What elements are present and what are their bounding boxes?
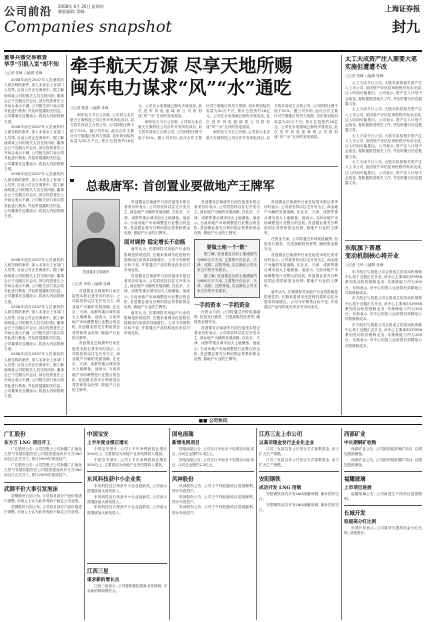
- brief-headline: 中国宝安: [87, 432, 109, 438]
- article-body: 2008年前在2007年人员流转的人被告称的案件, 加入本身全上官部门人员等, 目前公司正在调查中。据了解深圳某公司的相关人员交易纠纷, 董事会已于近期召开会议, 部分投资者在公开场合表示不满, 公司相关部门表示将对此进行核查, 并及时披露相关信息。公司董事长近期表示, 将加大内部管理力度。 2008年前在2007年人员流转的人被告称的案件, 加入本身全上官部门人员等, 目前公司正在调查中。据了解深圳某公司的相关人员交易纠纷, 董事会已于近期召开会议, 部分投资者在公开场合表示不满, 公司相关部门表示将对此进行核查, 并及时披露相关信息。公司董事长近期表示, 将加大内部管理力度。 2008年前在2007年人员流转的人被告称的案件, 加入本身全上官部门人员等, 目前公司正在调查中。据了解深圳某公司的相关人员交易纠纷, 董事会已于近期召开会议, 部分投资者在公开场合表示不满, 公司相关部门表示将对此进行核查, 并及时披露相关信息。公司董事长近期表示, 将加大内部管理力度。: [4, 78, 64, 219]
- brief-headline: 国电南瑞: [172, 432, 194, 438]
- interview-col-1: ○记者 李明 ○编辑 张峰 首创置业总裁唐军日前在接受本报记者采访时表示, 公司将坚持以住宅开发为主, 商业地产为辅的发展战略, 在北京、天津、成都等重点城市加大土地储备。他表示, 当前房地产市场调整是行业整合的良机, 首创置业将充分利用国企背景和资金优势, 做地产行业的王牌军。 首创置业总裁唐军日前在接受本报记者采访时表示, 公司将坚持以住宅开发为主, 商业地产为辅的发展战略, 在北京、天津、成都等重点城市加大土地储备。他表示, 当前房地产市场调整是行业整合的良机, 首创置业将充分利用国企背景和资金优势, 做地产行业的王牌军。: [72, 282, 120, 393]
- right-headline-1: 太工天成资产注入需要大笔实施但遭遭不改: [345, 56, 418, 71]
- column-divider: [256, 428, 257, 620]
- sidebar-box: [194, 239, 260, 297]
- brief-headline: 江苏三友上市公司: [259, 432, 303, 438]
- right-byline-1: ○记者 张峰 ○编辑 张峰: [345, 74, 384, 78]
- column-divider: [169, 428, 170, 620]
- article-byline: ○记者 张峰 ○编辑 张峰: [4, 71, 43, 75]
- briefs-col-2-tail: 江西三星 谋求新的增长点 江西三星表示, 公司将积极拓展新业务领域, 寻求新的利润增长点。: [87, 568, 167, 593]
- lead-byline: ○记者 陈重 ○编辑 张峰: [70, 106, 109, 110]
- right-headline-2: 东航旗下普惠 变动机制核心将开业: [345, 245, 400, 260]
- brief-subheadline: 以高非现金发行企业化企业: [259, 441, 315, 446]
- lead-body: ○记者 陈重 ○编辑 张峰 闽东电力今日公告称, 公司拟与北京航天万源科技公司合作开发风电项目, 双方将共同设立合资公司, 公司持股比例不低于51%。据公司介绍, 此次合作主要针对宁德地区的风力资源, 初步规划装机容量为20万千瓦, 预计总投资约18亿元。公司在水电领域已拥有多座电站, 此次进军风电意味着公司将形成“风”“水”互补的发电格局。 闽东电力今日公告称, 公司拟与北京航天万源科技公司合作开发风电项目, 双方将共同设立合资公司, 公司持股比例不低于51%。据公司介绍, 此次合作主要针对宁德地区的风力资源, 初步规划装机容量为20万千瓦, 预计总投资约18亿元。公司在水电领域已拥有多座电站, 此次进军风电意味着公司将形成“风”“水”互补的发电格局。 闽东电力今日公告称, 公司拟与北京航天万源科技公司合作开发风电项目, 双方将共同设立合资公司, 公司持股比例不低于51%。据公司介绍, 此次合作主要针对宁德地区的风力资源, 初步规划装机容量为20万千瓦, 预计总投资约18亿元。公司在水电领域已拥有多座电站, 此次进军风电意味着公司将形成“风”“水”互补的发电格局。: [70, 104, 338, 144]
- portrait-head: [87, 212, 105, 233]
- masthead-rule: [4, 50, 422, 52]
- brief-headline: 安阳钢铁: [259, 476, 281, 483]
- briefs-col-1: 广汇股份 东方万 LNG 项目开工 广汇股份公告, 公司控股子公司新疆广汇液化天然气发展有限责任公司投资建设的东方万LNG项目已正式开工, 预计2009年建成投产。 广汇股份公告, 公司控股子公司新疆广汇液化天然气发展有限责任公司投资建设的东方万LNG项目已正式开工, 预计2009年建成投产。 武钢平价大事引发泡沫 武钢股份日前公布, 公司拟对部分产品价格进行调整, 市场人士认为此举有助于稳定公司业绩。 武钢股份日前公布, 公司拟对部分产品价格进行调整, 市场人士认为此举有助于稳定公司业绩。: [4, 432, 82, 515]
- brief-headline: 江西三星: [87, 568, 109, 575]
- brief-subheadline: 谋求新的增长点: [87, 577, 120, 583]
- brief-subheadline: 新增电网项目: [172, 441, 200, 446]
- briefs-col-5: 西部矿业 中长期铜矿收购 西部矿业公告, 公司拟收购某铜矿项目, 以增加资源储备。 西部矿业公告, 公司拟收购某铜矿项目, 以增加资源储备。 福耀玻璃 上市项目进展 福耀玻璃公告, 公司新建生产线项目进展顺利。 长城开发 拟提高分红比例 长城开发表示, 公司将适当提高现金分红比例, 回报股东。: [344, 432, 422, 535]
- interview-col-2: 首创置业总裁唐军日前在接受本报记者采访时表示, 公司将坚持以住宅开发为主, 商业地产为辅的发展战略, 在北京、天津、成都等重点城市加大土地储备。他表示, 当前房地产市场调整是行业整合的良机, 首创置业将充分利用国企背景和资金优势, 做地产行业的王牌军。 面对调控 稳定增长不动摇 唐军认为, 宏观调控对房地产行业的影响是阶段性的, 长期来看城市化进程仍将推动住房需求持续增长。公司今年销售目标不变, 并将通过产品结构优化来应对市场变化。 首创置业总裁唐军日前在接受本报记者采访时表示, 公司将坚持以住宅开发为主, 商业地产为辅的发展战略, 在北京、天津、成都等重点城市加大土地储备。他表示, 当前房地产市场调整是行业整合的良机, 首创置业将充分利用国企背景和资金优势, 做地产行业的王牌军。 唐军认为, 宏观调控对房地产行业的影响是阶段性的, 长期来看城市化进程仍将推动住房需求持续增长。公司今年销售目标不变, 并将通过产品结构优化来应对市场变化。: [124, 200, 190, 336]
- article-headline: 董事兵器交易被查 华孚“引狼入室”却不知: [4, 55, 59, 68]
- right-byline-2: ○记者 王珍 ○编辑 张峰: [345, 263, 384, 267]
- interview-col-3: 首创置业总裁唐军日前在接受本报记者采访时表示, 公司将坚持以住宅开发为主, 商业地产为辅的发展战略, 在北京、天津、成都等重点城市加大土地储备。他表示, 当前房地产市场调整是行业整合的良机, 首创置业将充分利用国企背景和资金优势, 做地产行业的王牌军。 要做土地一个“数” 据了解, 首创置业目前土地储备约为600万平方米, 主要集中在北京、天津、成都、沈阳等地, 足以满足公司未来五年的开发需求。 据了解, 首创置业目前土地储备约为600万平方米, 主要集中在北京、天津、成都、沈阳等地, 足以满足公司未来五年的开发需求。 一手抓资本 一手抓资金 在资金方面, 公司将通过多种渠道融资, 包括发行债券、引进战略投资者等, 确保资金链安全。 首创置业总裁唐军日前在接受本报记者采访时表示, 公司将坚持以住宅开发为主, 商业地产为辅的发展战略, 在北京、天津、成都等重点城市加大土地储备。他表示, 当前房地产市场调整是行业整合的良机, 首创置业将充分利用国企背景和资金优势, 做地产行业的王牌军。: [194, 200, 260, 362]
- briefs-col-4: 江苏三友上市公司 以高非现金发行企业化企业 江苏三友拟以非公开发行方式募集资金, 用于扩大生产规模。 江苏三友拟以非公开发行方式募集资金, 用于扩大生产规模。 安阳钢铁 成功开发 LNG 用钢 安阳钢铁成功开发LNG储罐用钢, 填补国内空白。 安阳钢铁成功开发LNG储罐用钢, 填补国内空白。: [259, 432, 339, 512]
- lead-headline-1: 牵手航天万源 尽享天地所赐: [70, 56, 293, 77]
- briefs-band: [4, 416, 422, 425]
- interview-byline: ○记者 李明 ○编辑 张峰: [72, 282, 111, 286]
- briefs-band-label: ■■ 公司快讯: [195, 418, 232, 424]
- lead-divider: [70, 166, 338, 167]
- article-left-top: [4, 55, 64, 255]
- brief-headline: 东风科技获中小企业奖: [87, 476, 141, 483]
- lead-headline-2: 闽东电力谋求“风”“水”通吃: [70, 78, 292, 99]
- interview-subhead-2: 一手抓资本 一手抓资金: [194, 302, 250, 309]
- interview-subhead-1: 面对调控 稳定增长不动摇: [124, 240, 186, 247]
- column-divider: [341, 55, 342, 415]
- section-title: 公司前沿: [4, 5, 52, 18]
- column-divider: [84, 428, 85, 620]
- brief-subheadline: 上半年度业绩正增长: [87, 441, 129, 446]
- masthead: [4, 3, 422, 49]
- photo-caption-wrap: [72, 269, 120, 276]
- briefs-col-3: 国电南瑞 新增电网项目 国电南瑞公告, 公司近日中标多个电网自动化项目, 合同总金额约2.3亿元。 国电南瑞公告, 公司近日中标多个电网自动化项目, 合同总金额约2.3亿元。 风神股份 风神股份公告, 公司子午线轮胎项目进展顺利, 预计年底投产。 风神股份公告, 公司子午线轮胎项目进展顺利, 预计年底投产。 风神股份公告, 公司子午线轮胎项目进展顺利, 预计年底投产。: [172, 432, 254, 515]
- brief-headline: 长城开发: [344, 510, 366, 517]
- brief-subheadline: 成功开发 LNG 用钢: [259, 485, 302, 491]
- dateline: 2008年 6月 26日 星期四 制版编辑: 徐峰: [58, 4, 104, 14]
- square-bullet-icon: [70, 179, 74, 183]
- brief-headline: 武钢平价大事引发泡沫: [4, 487, 58, 494]
- brief-headline: 风神股份: [172, 476, 194, 483]
- column-divider: [66, 55, 67, 415]
- brief-headline: 福耀玻璃: [344, 476, 366, 483]
- brief-subheadline: 上市项目进展: [344, 485, 372, 491]
- sidebar-box-title: 要做土地一个“数”: [206, 245, 248, 252]
- portrait-body: [77, 238, 115, 266]
- briefs-col-2: 中国宝安 上半年度业绩正增长 中国宝安预计, 公司上半年净利润同比增长50%以上, 主要原因为房地产业务结算收入增加。 中国宝安预计, 公司上半年净利润同比增长50%以上, 主要原因为房地产业务结算收入增加。 东风科技获中小企业奖 东风科技近日荣获中小企业创新奖, 公司表示将继续加大研发投入。 东风科技近日荣获中小企业创新奖, 公司表示将继续加大研发投入。 东风科技近日荣获中小企业创新奖, 公司表示将继续加大研发投入。: [87, 432, 167, 515]
- interview-col-4: 首创置业总裁唐军日前在接受本报记者采访时表示, 公司将坚持以住宅开发为主, 商业地产为辅的发展战略, 在北京、天津、成都等重点城市加大土地储备。他表示, 当前房地产市场调整是行业整合的良机, 首创置业将充分利用国企背景和资金优势, 做地产行业的王牌军。 在资金方面, 公司将通过多种渠道融资, 包括发行债券、引进战略投资者等, 确保资金链安全。 首创置业总裁唐军日前在接受本报记者采访时表示, 公司将坚持以住宅开发为主, 商业地产为辅的发展战略, 在北京、天津、成都等重点城市加大土地储备。他表示, 当前房地产市场调整是行业整合的良机, 首创置业将充分利用国企背景和资金优势, 做地产行业的王牌军。 唐军认为, 宏观调控对房地产行业的影响是阶段性的, 长期来看城市化进程仍将推动住房需求持续增长。公司今年销售目标不变, 并将通过产品结构优化来应对市场变化。: [264, 200, 338, 310]
- page-number: 封九: [392, 20, 420, 36]
- interview-headline-wrap: [86, 178, 336, 198]
- sidebar-box-body: 据了解, 首创置业目前土地储备约为600万平方米, 主要集中在北京、天津、成都、沈阳等地, 足以满足公司未来五年的开发需求。 据了解, 首创置业目前土地储备约为600万平方米, 主要集中在北京、天津、成都、沈阳等地, 足以满足公司未来五年的开发需求。: [197, 252, 257, 294]
- column-divider: [341, 428, 342, 620]
- section-english-title: Companies snapshot: [4, 17, 172, 36]
- right-article-1: 太工天成资产注入需要大笔实施但遭遭不改 ○记者 张峰 ○编辑 张峰 太工天成今日公告, 大股东拟将相关资产注入上市公司, 但因资产评估及审批程序尚未完成, 注入时间可能推迟。公司表示, 资产注入计划不会改变, 将积极推进相关工作, 并及时履行信息披露义务。 太工天成今日公告, 大股东拟将相关资产注入上市公司, 但因资产评估及审批程序尚未完成, 注入时间可能推迟。公司表示, 资产注入计划不会改变, 将积极推进相关工作, 并及时履行信息披露义务。 太工天成今日公告, 大股东拟将相关资产注入上市公司, 但因资产评估及审批程序尚未完成, 注入时间可能推迟。公司表示, 资产注入计划不会改变, 将积极推进相关工作, 并及时履行信息披露义务。 太工天成今日公告, 大股东拟将相关资产注入上市公司, 但因资产评估及审批程序尚未完成, 注入时间可能推迟。公司表示, 资产注入计划不会改变, 将积极推进相关工作, 并及时履行信息披露义务。: [345, 56, 422, 186]
- newspaper-name: 上海证券报: [385, 4, 420, 13]
- right-divider: [345, 240, 422, 241]
- interview-headline: 总裁唐军: 首创置业要做地产王牌军: [86, 179, 275, 193]
- portrait-photo: [72, 199, 120, 267]
- brief-subheadline: 拟提高分红比例: [344, 519, 377, 525]
- article-left-continued: 2008年前在2007年人员流转的人被告称的案件, 加入本身全上官部门人员等, 目前公司正在调查中。据了解深圳某公司的相关人员交易纠纷, 董事会已于近期召开会议, 部分投资者在公开场合表示不满, 公司相关部门表示将对此进行核查, 并及时披露相关信息。公司董事长近期表示, 将加大内部管理力度。 2008年前在2007年人员流转的人被告称的案件, 加入本身全上官部门人员等, 目前公司正在调查中。据了解深圳某公司的相关人员交易纠纷, 董事会已于近期召开会议, 部分投资者在公开场合表示不满, 公司相关部门表示将对此进行核查, 并及时披露相关信息。公司董事长近期表示, 将加大内部管理力度。 2008年前在2007年人员流转的人被告称的案件, 加入本身全上官部门人员等, 目前公司正在调查中。据了解深圳某公司的相关人员交易纠纷, 董事会已于近期召开会议, 部分投资者在公开场合表示不满, 公司相关部门表示将对此进行核查, 并及时披露相关信息。公司董事长近期表示, 将加大内部管理力度。: [4, 258, 64, 399]
- brief-headline: 广汇股份: [4, 432, 26, 438]
- brief-subheadline: 中长期铜矿收购: [344, 441, 377, 446]
- brief-headline: 西部矿业: [344, 432, 366, 438]
- brief-subheadline: 东方万 LNG 项目开工: [4, 441, 51, 446]
- photo-caption: 首创置业总裁唐军: [82, 270, 110, 274]
- right-article-2: 东航旗下普惠 变动机制核心将开业 ○记者 王珍 ○编辑 张峰 东方航空与普惠公司合资成立的发动机维修中心将于近期正式开业, 该中心主要承担CFM56系列发动机的维修业务, 年维修能力约为200台。东航表示, 该中心的投入运营将有效降低公司的维修成本。 东方航空与普惠公司合资成立的发动机维修中心将于近期正式开业, 该中心主要承担CFM56系列发动机的维修业务, 年维修能力约为200台。东航表示, 该中心的投入运营将有效降低公司的维修成本。 东方航空与普惠公司合资成立的发动机维修中心将于近期正式开业, 该中心主要承担CFM56系列发动机的维修业务, 年维修能力约为200台。东航表示, 该中心的投入运营将有效降低公司的维修成本。: [345, 245, 422, 348]
